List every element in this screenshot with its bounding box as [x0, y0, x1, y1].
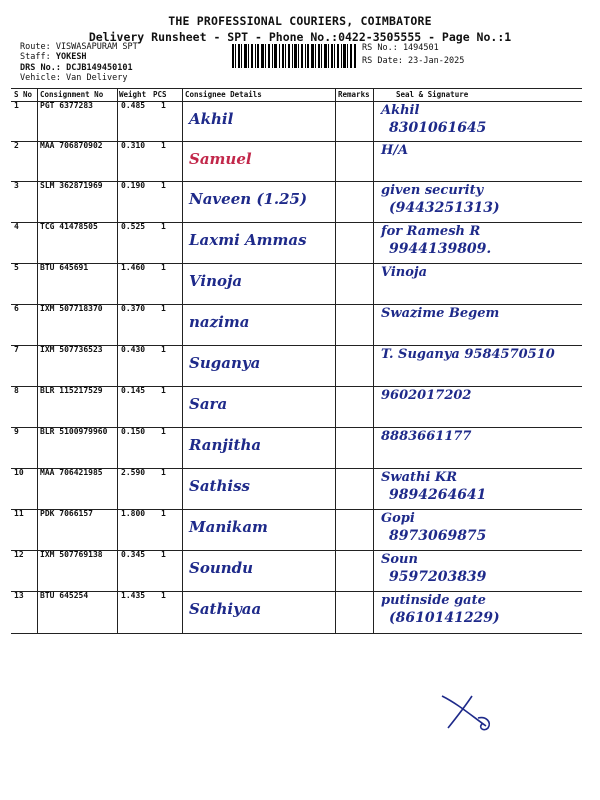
runsheet-subtitle: Delivery Runsheet - SPT - Phone No.:0422-3505555 - Page No.:1	[88, 30, 512, 44]
row-pcs: 1	[161, 427, 166, 436]
drs-label: DRS No.:	[20, 63, 61, 73]
route-text: Route: VISWASAPURAM SPT	[20, 42, 138, 52]
row-consignee: Suganya	[189, 354, 261, 372]
row-seal-line2: (9443251313)	[389, 200, 500, 216]
row-weight: 1.435	[121, 591, 146, 600]
table-row	[11, 386, 582, 427]
row-consignee: Sathiss	[189, 477, 250, 495]
col-weight: Weight	[119, 90, 147, 99]
row-divider	[11, 633, 582, 634]
row-seal-line1: Akhil	[381, 103, 420, 118]
col-sno: S No	[14, 90, 33, 99]
row-pcs: 1	[161, 386, 166, 395]
vehicle-text: Vehicle: Van Delivery	[20, 73, 128, 83]
rs-number: RS No.: 1494501	[362, 43, 439, 53]
row-weight: 0.145	[121, 386, 146, 395]
row-consignee: Vinoja	[189, 272, 243, 290]
row-consignment: SLM 362871969	[40, 181, 103, 190]
table-row	[11, 468, 582, 509]
table-row	[11, 591, 582, 633]
rs-date: RS Date: 23-Jan-2025	[362, 56, 465, 66]
row-consignee: Sara	[189, 395, 228, 413]
row-sno: 4	[14, 222, 19, 231]
row-weight: 0.190	[121, 181, 146, 190]
row-weight: 1.460	[121, 263, 146, 272]
row-consignment: IXM 507718370	[40, 304, 103, 313]
table-row	[11, 427, 582, 468]
row-sno: 2	[14, 141, 19, 150]
col-consignment: Consignment No	[40, 90, 104, 99]
row-seal-line2: 9944139809.	[389, 241, 492, 257]
row-pcs: 1	[161, 263, 166, 272]
table-row	[11, 141, 582, 181]
row-seal-line1: T. Suganya 9584570510	[381, 347, 555, 362]
row-consignment: IXM 507769138	[40, 550, 103, 559]
row-weight: 2.590	[121, 468, 146, 477]
row-consignment: TCG 41478505	[40, 222, 98, 231]
row-seal-line2: 9597203839	[389, 569, 487, 585]
row-consignment: MAA 706870902	[40, 141, 103, 150]
col-pcs: PCS	[153, 90, 167, 99]
row-seal-line1: 9602017202	[381, 388, 472, 403]
company-title: THE PROFESSIONAL COURIERS, COIMBATORE	[168, 14, 432, 28]
row-sno: 8	[14, 386, 19, 395]
row-pcs: 1	[161, 304, 166, 313]
row-weight: 0.430	[121, 345, 146, 354]
row-sno: 11	[14, 509, 24, 518]
row-seal-line1: 8883661177	[381, 429, 472, 444]
row-seal-line2: 8301061645	[389, 120, 487, 136]
table-row	[11, 263, 582, 304]
table-row	[11, 304, 582, 345]
row-sno: 10	[14, 468, 24, 477]
row-seal-line2: (8610141229)	[389, 610, 500, 626]
row-consignment: IXM 507736523	[40, 345, 103, 354]
row-seal-line2: 8973069875	[389, 528, 487, 544]
col-consignee: Consignee Details	[185, 90, 262, 99]
row-consignee: Samuel	[189, 150, 252, 168]
table-row	[11, 550, 582, 591]
row-seal-line1: Vinoja	[381, 265, 428, 280]
row-weight: 0.485	[121, 101, 146, 110]
staff-value: YOKESH	[55, 52, 87, 62]
table-row	[11, 101, 582, 141]
row-weight: 0.370	[121, 304, 146, 313]
row-consignment: BLR 5100979960	[40, 427, 108, 436]
signature-mark	[438, 690, 498, 732]
row-sno: 9	[14, 427, 19, 436]
row-consignee: Sathiyaa	[189, 600, 262, 618]
row-consignment: PGT 6377283	[40, 101, 93, 110]
row-pcs: 1	[161, 222, 166, 231]
row-seal-line1: H/A	[381, 143, 409, 158]
row-sno: 3	[14, 181, 19, 190]
row-seal-line1: Gopi	[381, 511, 415, 526]
row-consignee: Soundu	[189, 559, 254, 577]
table-header	[11, 88, 582, 102]
drs-value: DCJB149450101	[66, 63, 133, 73]
table-row	[11, 509, 582, 550]
row-consignee: Naveen (1.25)	[189, 190, 308, 208]
row-sno: 13	[14, 591, 24, 600]
staff-text	[20, 52, 87, 62]
row-consignment: PDK 7066157	[40, 509, 93, 518]
row-consignee: Laxmi Ammas	[189, 231, 307, 249]
row-sno: 7	[14, 345, 19, 354]
col-seal: Seal & Signature	[396, 90, 469, 99]
row-pcs: 1	[161, 101, 166, 110]
row-seal-line1: Swazime Begem	[381, 306, 500, 321]
staff-label: Staff:	[20, 52, 51, 62]
row-consignee: nazima	[189, 313, 250, 331]
row-pcs: 1	[161, 345, 166, 354]
row-seal-line1: given security	[381, 183, 484, 198]
row-seal-line1: putinside gate	[381, 593, 486, 608]
row-sno: 12	[14, 550, 24, 559]
row-sno: 1	[14, 101, 19, 110]
row-weight: 0.310	[121, 141, 146, 150]
row-pcs: 1	[161, 141, 166, 150]
row-sno: 5	[14, 263, 19, 272]
row-sno: 6	[14, 304, 19, 313]
table-row	[11, 345, 582, 386]
row-weight: 0.525	[121, 222, 146, 231]
col-remarks: Remarks	[338, 90, 370, 99]
row-pcs: 1	[161, 468, 166, 477]
barcode	[232, 44, 356, 68]
row-consignment: BTU 645691	[40, 263, 89, 272]
table-row	[11, 222, 582, 263]
row-seal-line1: for Ramesh R	[381, 224, 481, 239]
row-pcs: 1	[161, 509, 166, 518]
row-consignment: BLR 115217529	[40, 386, 103, 395]
row-weight: 0.150	[121, 427, 146, 436]
row-consignee: Akhil	[189, 110, 234, 128]
row-consignment: MAA 706421985	[40, 468, 103, 477]
row-consignee: Ranjitha	[189, 436, 262, 454]
row-pcs: 1	[161, 181, 166, 190]
row-consignment: BTU 645254	[40, 591, 89, 600]
row-pcs: 1	[161, 550, 166, 559]
row-seal-line2: 9894264641	[389, 487, 487, 503]
drs-text	[20, 63, 133, 73]
row-seal-line1: Swathi KR	[381, 470, 458, 485]
row-consignee: Manikam	[189, 518, 268, 536]
table-row	[11, 181, 582, 222]
row-pcs: 1	[161, 591, 166, 600]
row-weight: 0.345	[121, 550, 146, 559]
row-seal-line1: Soun	[381, 552, 418, 567]
row-weight: 1.800	[121, 509, 146, 518]
